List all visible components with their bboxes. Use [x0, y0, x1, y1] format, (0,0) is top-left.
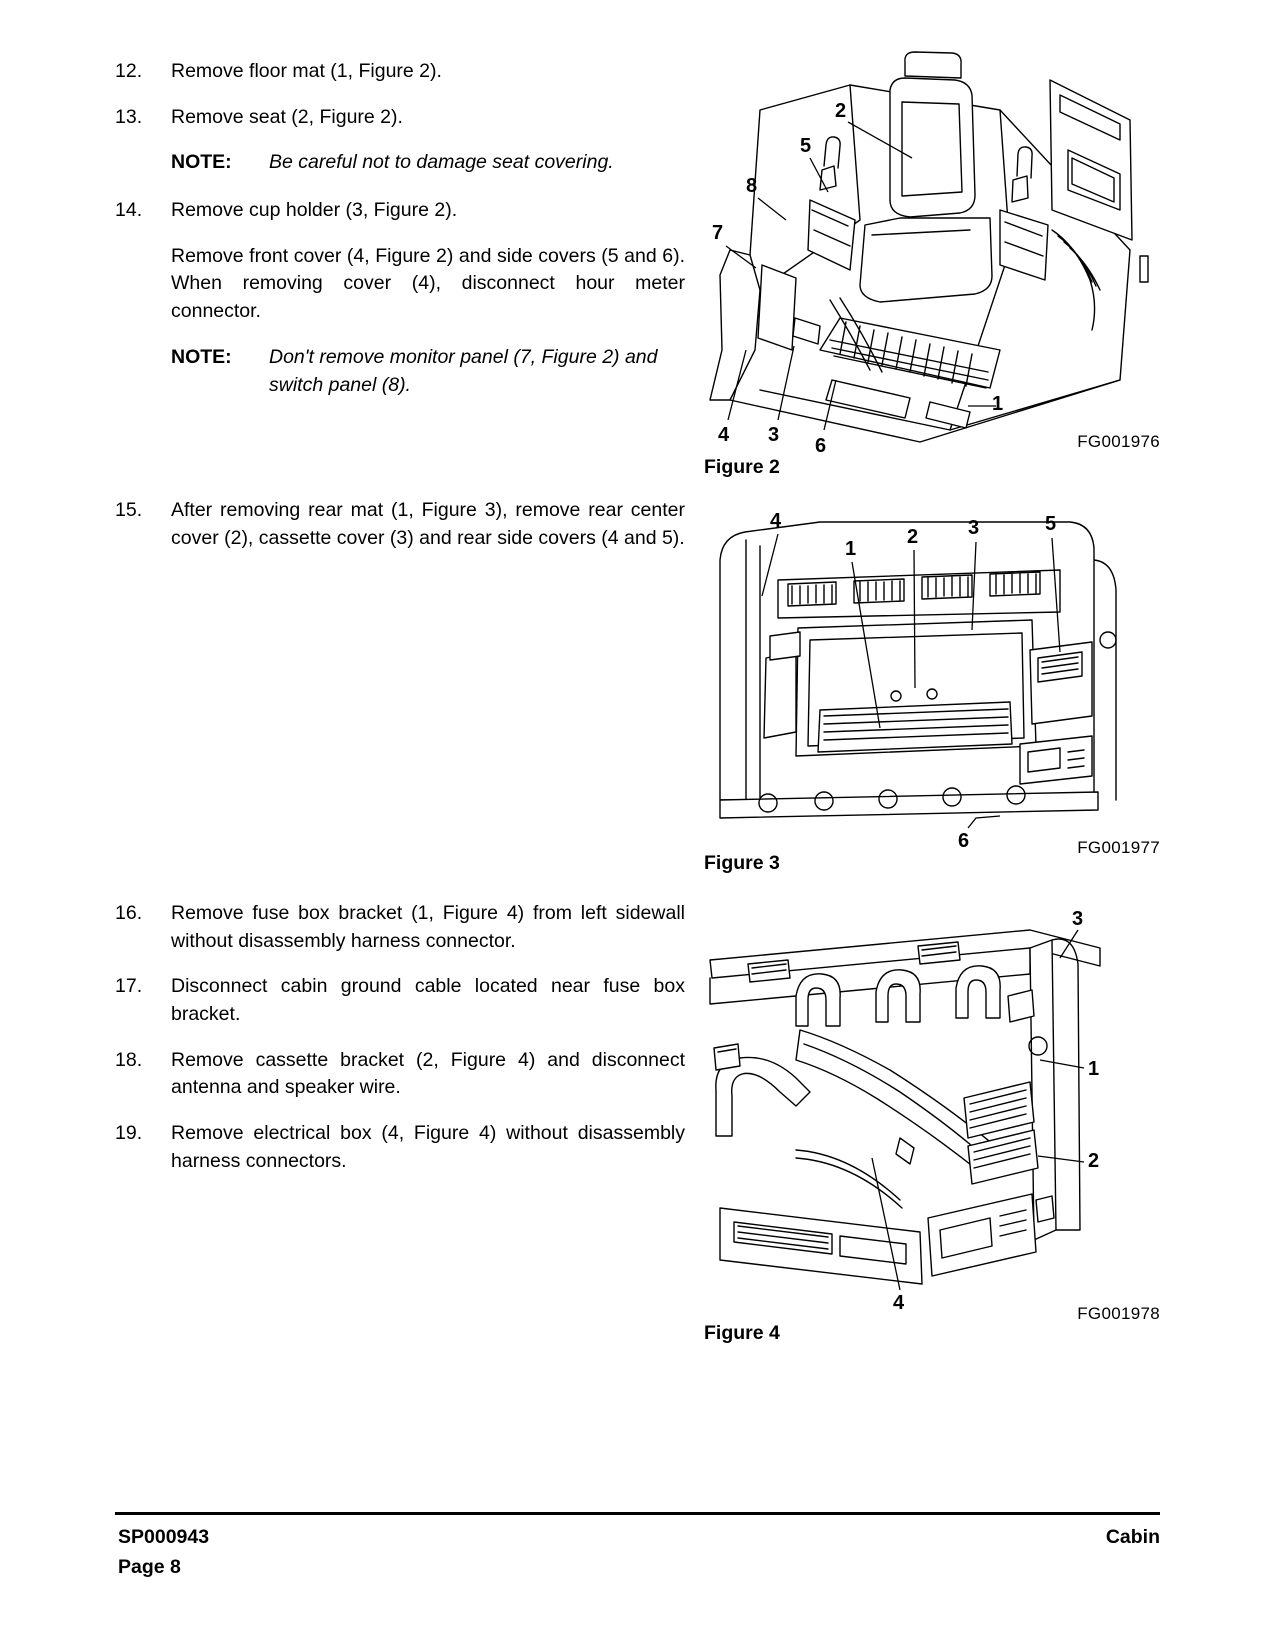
step-15 — [115, 497, 685, 552]
step-16-number: 16. — [115, 902, 143, 924]
step-19-number: 19. — [115, 1122, 143, 1145]
paragraph-14b: Remove front cover (4, Figure 2) and side covers (5 and 6). When removing cover (4), disconnect hour meter connector. — [171, 244, 685, 323]
figure-2-caption: Figure 2 — [704, 456, 780, 478]
note-1-text: Be careful not to damage seat covering. — [269, 151, 614, 174]
note-2 — [171, 344, 685, 399]
figure-2-callout-5: 5 — [800, 135, 812, 157]
figure-4-drawing — [700, 900, 1160, 1320]
step-17 — [115, 973, 685, 1028]
step-14-text: Remove cup holder (3, Figure 2). — [171, 199, 458, 222]
step-14-number: 14. — [115, 199, 143, 222]
figure-4-callout-4: 4 — [893, 1292, 905, 1314]
footer-page-number: Page 8 — [118, 1556, 181, 1578]
figure-2-callout-1: 1 — [992, 393, 1004, 415]
step-13-text: Remove seat (2, Figure 2). — [171, 105, 403, 128]
step-17-number: 17. — [115, 975, 143, 998]
figure-3-callout-3: 3 — [968, 517, 980, 539]
figure-2-container — [700, 50, 1160, 484]
figure-2-callout-2: 2 — [835, 100, 847, 122]
figure-2-callout-4: 4 — [718, 424, 730, 446]
step-15-text: After removing rear mat (1, Figure 3), remove rear center cover (2), cassette cover (3) and rear side covers (4 and 5). — [171, 499, 685, 549]
note-1-label: NOTE: — [171, 151, 232, 174]
figure-4-caption: Figure 4 — [704, 1322, 780, 1344]
figure-3-caption: Figure 3 — [704, 852, 780, 874]
step-14 — [115, 197, 685, 225]
instruction-block-3 — [115, 900, 685, 1176]
figure-2-code: FG001976 — [1077, 432, 1160, 451]
figure-4-container — [700, 900, 1160, 1354]
figure-4-illustration — [700, 900, 1160, 1320]
figure-3-callout-4: 4 — [770, 510, 782, 532]
note-2-label: NOTE: — [171, 345, 232, 368]
step-17-text: Disconnect cabin ground cable located near fuse box bracket. — [171, 975, 685, 1026]
figure-2-callout-8: 8 — [746, 175, 758, 197]
figure-4-callout-1: 1 — [1088, 1058, 1100, 1080]
figure-3-callout-6: 6 — [958, 830, 970, 852]
figure-3-container — [700, 500, 1160, 884]
instruction-block-2 — [115, 497, 685, 552]
footer-divider — [115, 1512, 1160, 1515]
figure-2-callout-7: 7 — [712, 222, 724, 244]
note-2-text: Don't remove monitor panel (7, Figure 2) and switch panel (8). — [269, 345, 658, 396]
step-15-number: 15. — [115, 499, 143, 521]
figure-3-callout-1: 1 — [845, 538, 857, 560]
footer-doc-number: SP000943 — [118, 1526, 210, 1548]
figure-2-callout-3: 3 — [768, 424, 780, 446]
step-19 — [115, 1120, 685, 1175]
step-13 — [115, 104, 685, 132]
step-18 — [115, 1047, 685, 1102]
note-1 — [171, 149, 685, 177]
figure-2-illustration — [700, 50, 1160, 457]
figure-4-callout-2: 2 — [1088, 1150, 1100, 1172]
step-18-number: 18. — [115, 1048, 143, 1071]
figure-3-callout-2: 2 — [907, 526, 919, 548]
step-18-text: Remove cassette bracket (2, Figure 4) and disconnect antenna and speaker wire. — [171, 1048, 685, 1099]
step-16-text: Remove fuse box bracket (1, Figure 4) from left sidewall without disassembly harness connector. — [171, 902, 685, 952]
figure-2-drawing — [700, 50, 1160, 450]
instruction-block-1 — [115, 58, 685, 399]
figure-4-callout-3: 3 — [1072, 908, 1084, 930]
figure-3-illustration — [700, 500, 1160, 850]
figure-3-drawing — [700, 500, 1160, 850]
figure-4-code: FG001978 — [1077, 1304, 1160, 1323]
step-12-number: 12. — [115, 60, 143, 82]
footer-section: Cabin — [1105, 1526, 1160, 1548]
figure-3-callout-5: 5 — [1045, 513, 1057, 535]
step-19-text: Remove electrical box (4, Figure 4) without disassembly harness connectors. — [171, 1122, 685, 1172]
step-16 — [115, 900, 685, 955]
figure-3-code: FG001977 — [1077, 838, 1160, 857]
step-12-text: Remove floor mat (1, Figure 2). — [171, 60, 442, 82]
figure-2-callout-6: 6 — [815, 435, 827, 457]
step-13-number: 13. — [115, 105, 143, 128]
step-12 — [115, 58, 685, 86]
